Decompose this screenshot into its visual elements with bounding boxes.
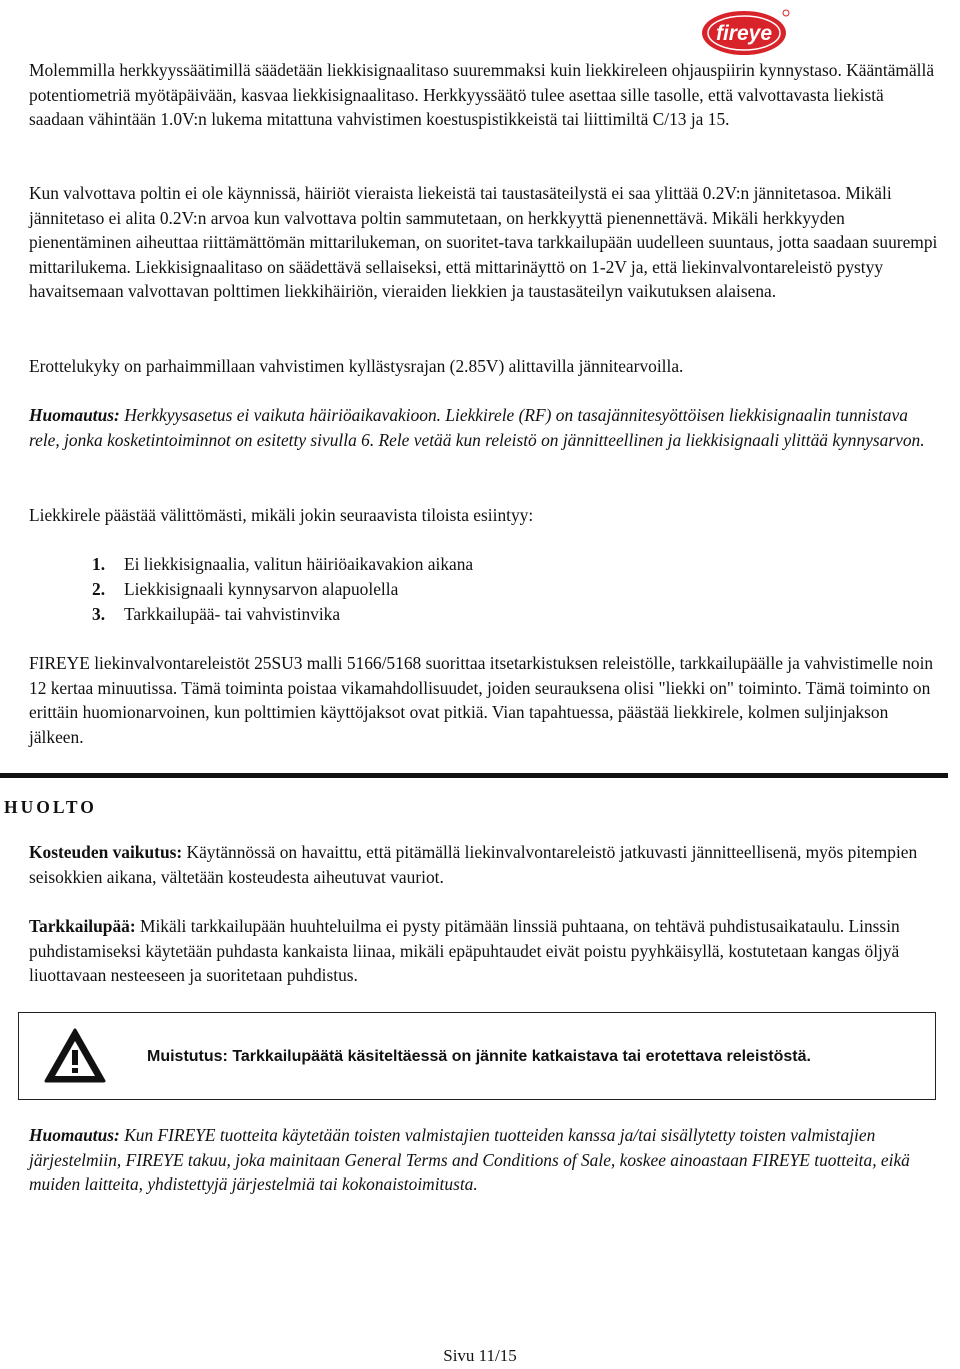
list-number: 2.: [92, 579, 106, 599]
paragraph-release-conditions: Liekkirele päästää välittömästi, mikäli jokin seuraavista tiloista esiintyy:: [29, 505, 534, 525]
list-number: 3.: [92, 604, 106, 624]
note-label: Huomautus:: [29, 1125, 120, 1145]
paragraph-humidity: [29, 840, 941, 889]
paragraph-scanner: [29, 914, 941, 988]
note-label: Huomautus:: [29, 405, 120, 425]
paragraph-interference: Kun valvottava poltin ei ole käynnissä, häiriöt vieraista liekeistä tai taustasäteilystä ei saa ylittää 0.2V:n jännitetasoa. Mikäli jännitetaso ei alita 0.2V:n arvoa kun valvottava poltin sammutetaan, on herkkyyttä pienennettävä. Mikäli herkkyyden pienentäminen aiheuttaa riittämättömän mittarilukeman, on suoritet-tava tarkkailupään uudelleen suuntaus, jotta saadaan suurempi mittarilukema. Liekkisignaalitaso on säädettävä sellaiseksi, että mittarinäyttö on 1-2V ja, että liekinvalvontareleistö pystyy havaitsemaan valvottavan polttimen liekkihäiriön, vieraiden liekkien ja taustasäteilyn vaikutuksen alaisena.: [29, 183, 938, 302]
list-text: Tarkkailupää- tai vahvistinvika: [124, 604, 341, 624]
list-text: Liekkisignaali kynnysarvon alapuolella: [124, 579, 399, 599]
note-text: Kun FIREYE tuotteita käytetään toisten valmistajien tuotteiden kanssa ja/tai sisällytetty toisten valmistajien järjestelmiin, FIREYE takuu, joka mainitaan General Terms and Conditions of Sale, koskee ainoastaan FIREYE tuotteita, eikä muiden laitteita, yhdistettyjä järjestelmiä tai kokonaistoimitusta.: [29, 1125, 910, 1195]
list-item: [92, 552, 473, 577]
section-title: HUOLTO: [4, 797, 97, 817]
paragraph-sensitivity: Molemmilla herkkyyssäätimillä säädetään liekkisignaalitaso suuremmaksi kuin liekkireleen ohjauspiirin kynnystaso. Kääntämällä potentiometriä myötäpäivään, kasvaa liekkisignaalitaso. Herkkyyssäätö tulee asettaa sille tasolle, että valvottavasta liekistä saadaan vähintään 1.0V:n lukema mitattuna vahvistimen koestuspistikkeistä tai liittimiltä C/13 ja 15.: [29, 60, 935, 130]
list-item: [92, 602, 473, 627]
logo-text: fireye: [715, 22, 773, 45]
humidity-text: Käytännössä on havaittu, että pitämällä liekinvalvontareleistö jatkuvasti jännitteellisenä, myös pitempien seisokkien aikana, vältetään kosteudesta aiheutuvat vauriot.: [29, 842, 918, 887]
warning-text: Muistutus: Tarkkailupäätä käsiteltäessä on jännite katkaistava tai erotettava releistöstä.: [147, 1048, 811, 1065]
list-number: 1.: [92, 554, 106, 574]
condition-list: [92, 552, 473, 627]
paragraph-resolution: Erottelukyky on parhaimmillaan vahvistimen kyllästysrajan (2.85V) alittavilla jännitearvoilla.: [29, 356, 684, 376]
fireye-logo: [700, 6, 792, 58]
paragraph-self-check: FIREYE liekinvalvontareleistöt 25SU3 malli 5166/5168 suorittaa itsetarkistuksen releistölle, tarkkailupäälle ja vahvistimelle noin 12 kertaa minuutissa. Tämä toiminta poistaa vikamahdollisuudet, joiden seurauksena olisi "liekki on" toiminto. Tämä toiminto on erittäin huomionarvoinen, kun polttimien käyttöjaksot ovat pitkiä. Vian tapahtuessa, päästää liekkirele, kolmen suljinjakson jälkeen.: [29, 653, 934, 747]
scanner-text: Mikäli tarkkailupään huuhteluilma ei pysty pitämään linssiä puhtaana, on tehtävä puhdistusaikataulu. Linssin puhdistamiseksi käytetään puhdasta kankaista liinaa, mikäli epäpuhtaudet eivät poistu pyyhkäisyllä, kostutetaan kangas öljyä liuottavaan nesteeseen ja suoritetaan puhdistus.: [29, 916, 900, 986]
scanner-label: Tarkkailupää:: [29, 916, 136, 936]
warning-icon: [43, 1027, 107, 1085]
list-text: Ei liekkisignaalia, valitun häiriöaikavakion aikana: [124, 554, 474, 574]
list-item: [92, 577, 473, 602]
page-number: Sivu 11/15: [443, 1346, 517, 1365]
note-sensitivity: [29, 403, 941, 452]
note-text: Herkkyysasetus ei vaikuta häiriöaikavakioon. Liekkirele (RF) on tasajännitesyöttöisen liekkisignaalin tunnistava rele, jonka kosketintoiminnot on esitetty sivulla 6. Rele vetää kun releistö on jännitteellinen ja liekkisignaali ylittää kynnysarvon.: [29, 405, 925, 450]
section-divider: [0, 773, 948, 778]
note-warranty: [29, 1123, 941, 1197]
warning-notice: [18, 1012, 936, 1100]
humidity-label: Kosteuden vaikutus:: [29, 842, 183, 862]
